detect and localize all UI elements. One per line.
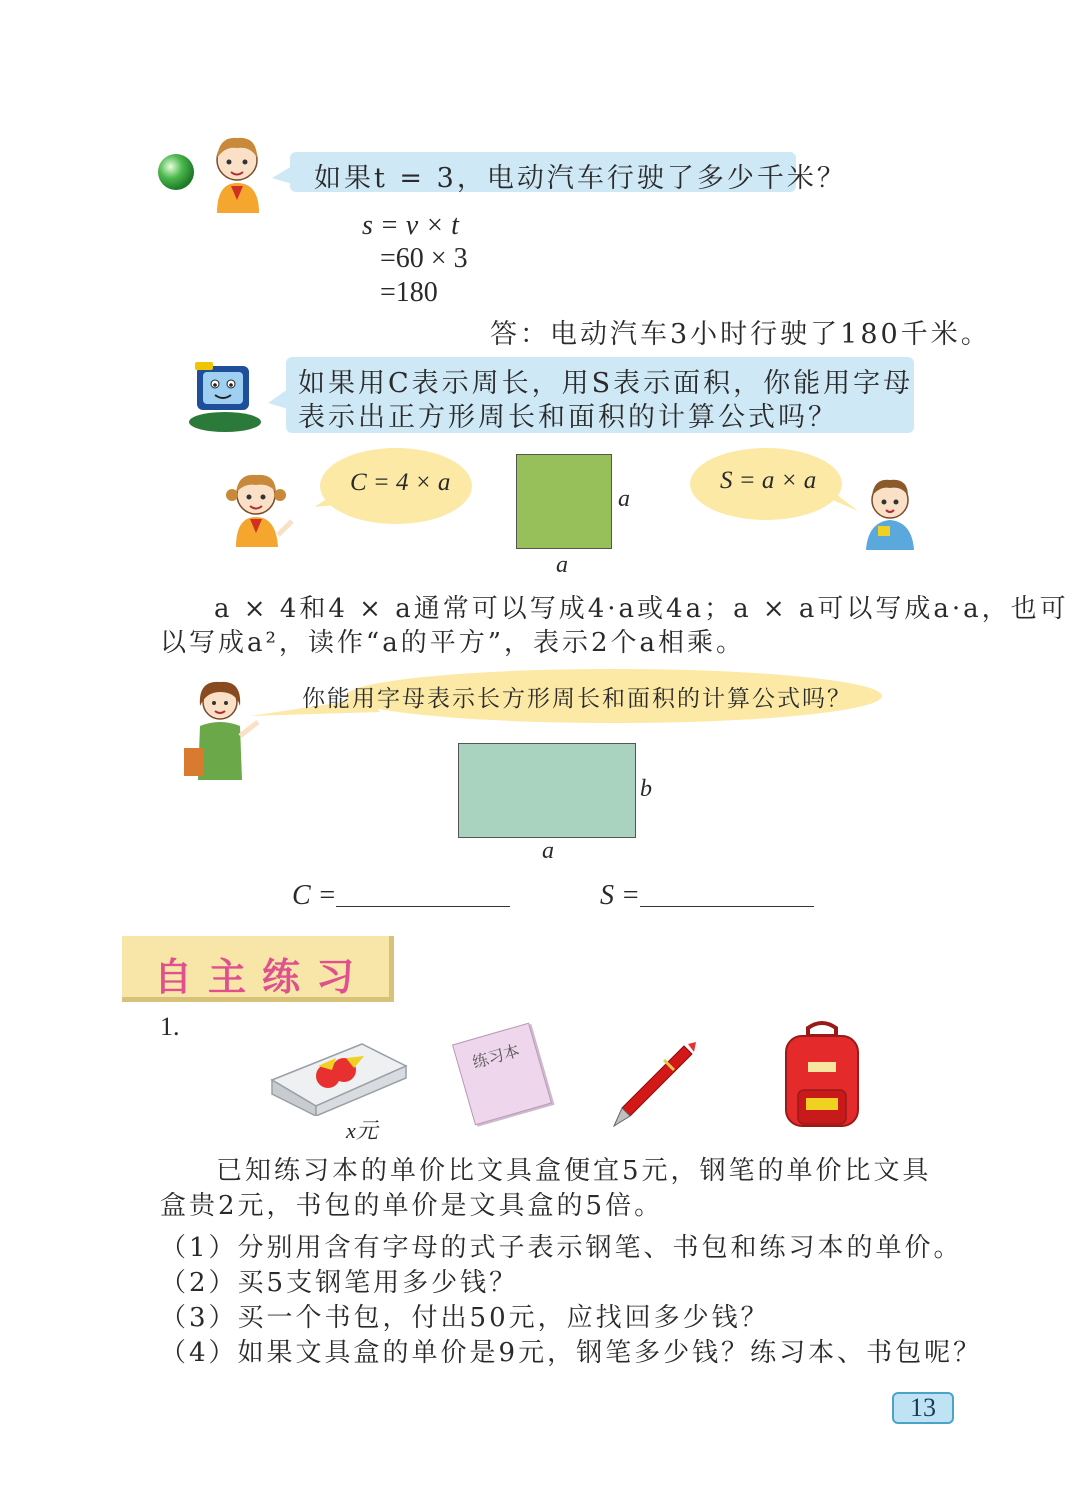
question-2: （2）买5支钢笔用多少钱？ [160, 1268, 519, 1298]
formula-bubble-perimeter [316, 447, 472, 525]
practice-heading: 自主练习 [154, 955, 371, 999]
square-side-label-right: a [618, 486, 630, 512]
green-ball-icon [156, 152, 196, 192]
answer-text: 答：电动汽车3小时行驶了180千米。 [490, 319, 991, 350]
question-text-2-line-2: 表示出正方形周长和面积的计算公式吗？ [298, 402, 838, 433]
perimeter-blank-label: C = [292, 880, 337, 911]
boy-character-icon [858, 470, 920, 550]
question-text-3: 你能用字母表示长方形周长和面积的计算公式吗？ [302, 686, 852, 712]
pencil-box-price-label: x元 [346, 1118, 378, 1143]
question-1: （1）分别用含有字母的式子表示钢笔、书包和练习本的单价。 [160, 1233, 963, 1263]
page-number: 13 [892, 1392, 954, 1424]
explanation-line-1: a × 4和4 × a通常可以写成4·a或4a；a × a可以写成a·a，也可 [214, 594, 1069, 624]
area-blank-label: S = [600, 880, 640, 911]
equation-line-1: s = v × t [362, 210, 459, 241]
notebook-icon [452, 1023, 552, 1126]
question-3: （3）买一个书包，付出50元，应找回多少钱？ [160, 1303, 770, 1333]
formula-bubble-area [686, 447, 854, 523]
rectangle-side-label-bottom: a [542, 838, 554, 864]
notebook-label: 练习本 [470, 1040, 522, 1073]
square-side-label-bottom: a [556, 552, 568, 578]
perimeter-blank-line [336, 906, 510, 907]
computer-mascot-icon [185, 360, 265, 435]
question-text-2-line-1: 如果用C表示周长，用S表示面积，你能用字母 [298, 368, 914, 399]
rectangle-shape [458, 743, 636, 838]
backpack-icon [778, 1020, 866, 1130]
problem-text-line-1: 已知练习本的单价比文具盒便宜5元，钢笔的单价比文具 [216, 1156, 932, 1186]
question-text-1: 如果t = 3，电动汽车行驶了多少千米？ [314, 163, 847, 194]
formula-perimeter: C = 4 × a [350, 469, 451, 496]
problem-text-line-2: 盒贵2元，书包的单价是文具盒的5倍。 [160, 1191, 664, 1221]
speech-bubble-question-1 [290, 152, 847, 194]
speech-bubble-question-2 [286, 357, 914, 433]
rectangle-side-label-right: b [640, 776, 652, 802]
practice-heading-box [122, 936, 394, 1002]
pencil-box-icon [266, 1036, 410, 1116]
area-blank-line [640, 906, 814, 907]
question-4: （4）如果文具盒的单价是9元，钢笔多少钱？练习本、书包呢？ [160, 1338, 983, 1368]
speech-bubble-question-3 [250, 668, 890, 724]
square-shape [516, 454, 612, 549]
exercise-number: 1. [160, 1012, 180, 1041]
explanation-line-2: 以写成a²，读作“a的平方”，表示2个a相乘。 [160, 628, 746, 658]
equation-line-3: =180 [380, 277, 438, 308]
fountain-pen-icon [604, 1040, 696, 1130]
girl-character-icon [218, 465, 298, 547]
equation-line-2: =60 × 3 [380, 243, 468, 274]
girl-character-icon [195, 128, 280, 213]
formula-area: S = a × a [720, 467, 817, 494]
